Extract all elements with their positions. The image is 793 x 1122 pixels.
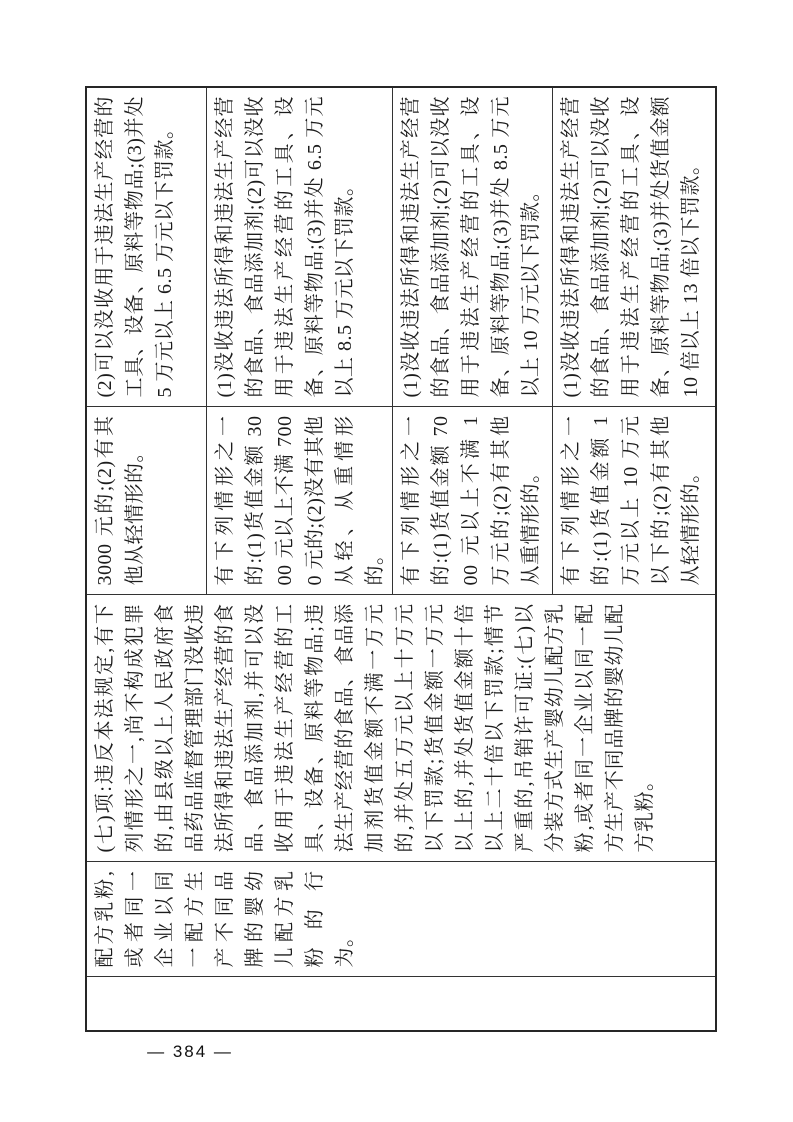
penalty-table <box>85 86 717 1032</box>
table-cell-situation-2: 有下列情形之一的:(1)货值金额 3000 元以上不满 7000 元的;(2)没有其他从轻、从重情形的。 <box>206 407 392 595</box>
table-cell-legal-basis: (七)项:违反本法规定,有下列情形之一,尚不构成犯罪的,由县级以上人民政府食品药品监督管理部门没收违法所得和违法生产经营的食品、食品添加剂,并可以没收用于违法生产经营的工具、设备、原料等物品;违法生产经营的食品、食品添加剂货值金额不满一万元的,并处五万元以上十万元以下罚款;货值金额一万元以上的,并处货值金额十倍以上二十倍以下罚款;情节严重的,吊销许可证:(七)以分装方式生产婴幼儿配方乳粉,或者同一企业以同一配方生产不同品牌的婴幼儿配方乳粉。 <box>86 595 716 862</box>
table-cell-violation-behavior: 配方乳粉,或者同一企业以同一配方生产不同品牌的婴幼儿配方乳粉的行为。 <box>86 862 716 977</box>
table-cell-penalty-1: (2)可以没收用于违法生产经营的工具、设备、原料等物品;(3)并处 5 万元以上 6.5 万元以下罚款。 <box>86 87 206 407</box>
table-cell-empty <box>86 977 716 1031</box>
table-cell-penalty-2: (1)没收违法所得和违法生产经营的食品、食品添加剂;(2)可以没收用于违法生产经营的工具、设备、原料等物品;(3)并处 6.5 万元以上 8.5 万元以下罚款。 <box>206 87 392 407</box>
page-number: — 384 — <box>147 1042 233 1061</box>
table-cell-penalty-3: (1)没收违法所得和违法生产经营的食品、食品添加剂;(2)可以没收用于违法生产经营的工具、设备、原料等物品;(3)并处 8.5 万元以上 10 万元以下罚款。 <box>392 87 552 407</box>
rotated-table-wrapper <box>85 88 702 1032</box>
table-cell-situation-1: 3000 元的;(2)有其他从轻情形的。 <box>86 407 206 595</box>
table-cell-situation-4: 有下列情形之一的:(1)货值金额 1 万元以上 10 万元以下的;(2)有其他从轻情形的。 <box>552 407 716 595</box>
table-cell-situation-3: 有下列情形之一的:(1)货值金额 7000 元以上不满 1 万元的;(2)有其他从重情形的。 <box>392 407 552 595</box>
table-cell-penalty-4: (1)没收违法所得和违法生产经营的食品、食品添加剂;(2)可以没收用于违法生产经营的工具、设备、原料等物品;(3)并处货值金额 10 倍以上 13 倍以下罚款。 <box>552 87 716 407</box>
table-row <box>86 87 206 1031</box>
